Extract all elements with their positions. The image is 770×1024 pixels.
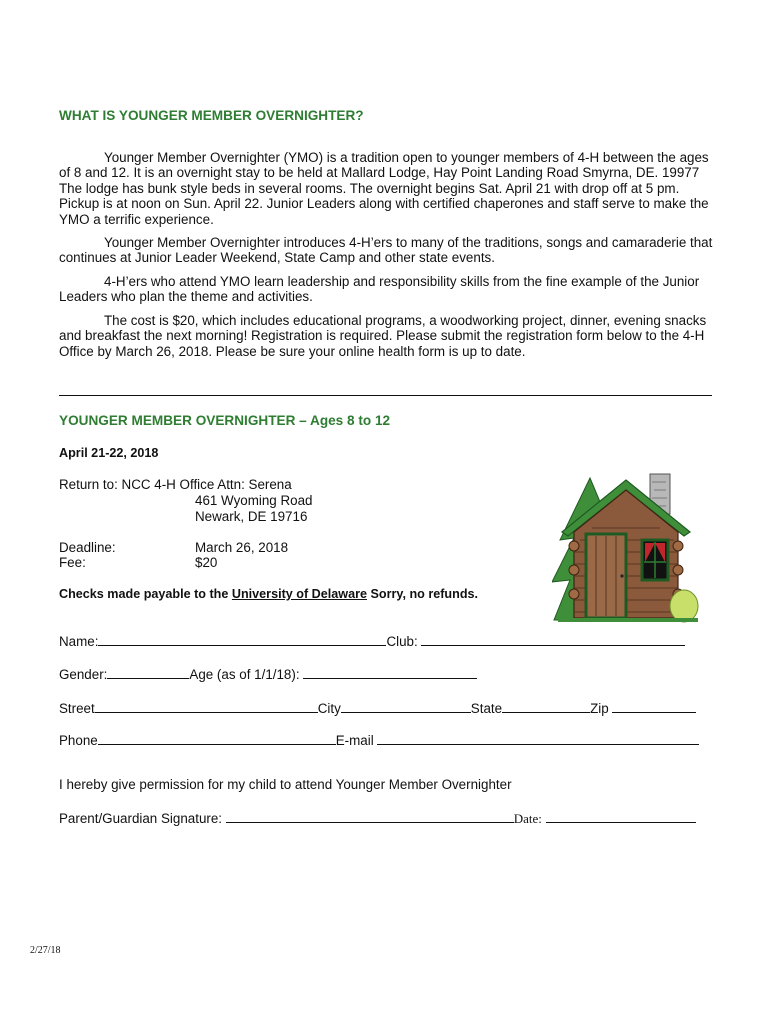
permission-statement: I hereby give permission for my child to attend Younger Member Overnighter <box>59 777 512 792</box>
intro-paragraph-3: 4-H’ers who attend YMO learn leadership and responsibility skills from the fine example of the Junior Leaders who plan the theme and activities. <box>59 274 700 305</box>
address-row <box>59 699 696 716</box>
deadline-value: March 26, 2018 <box>195 540 289 555</box>
state-field[interactable] <box>502 699 590 713</box>
intro-paragraph-4: The cost is $20, which includes educational programs, a woodworking project, dinner, evening snacks and breakfast the next morning! Registration is required. Please submit the registration form below to the 4-H Office by March 26, 2018. Please be sure your online health form is up to date. <box>59 313 707 359</box>
checks-prefix: Checks made payable to the <box>59 587 232 601</box>
phone-label: Phone <box>59 733 98 748</box>
log-cabin-illustration <box>552 470 700 626</box>
club-label: Club: <box>386 634 418 649</box>
name-field[interactable] <box>98 632 386 646</box>
city-label: City <box>317 701 341 716</box>
contact-row <box>59 731 699 748</box>
deadline-label: Deadline: <box>59 540 116 555</box>
event-dates: April 21-22, 2018 <box>59 446 159 460</box>
zip-field[interactable] <box>612 699 696 713</box>
age-label: Age (as of 1/1/18): <box>189 667 300 682</box>
date-field[interactable] <box>546 809 696 823</box>
intro-paragraph-1: Younger Member Overnighter (YMO) is a tradition open to younger members of 4-H between the ages of 8 and 12. It is an overnight stay to be held at Mallard Lodge, Hay Point Landing Road Smyrna, DE. 19977 The lodge has bunk style beds in several rooms. The overnight begins Sat. April 21 with drop off at 5 pm. Pickup is at noon on Sun. April 22. Junior Leaders along with certified chaperones and staff serve to make the YMO a terrific experience. <box>59 150 709 227</box>
street-field[interactable] <box>95 699 318 713</box>
street-label: Street <box>59 701 95 716</box>
name-club-row <box>59 632 685 649</box>
email-field[interactable] <box>377 731 699 745</box>
section-divider <box>59 395 712 396</box>
gender-field[interactable] <box>107 665 189 679</box>
age-field[interactable] <box>303 665 477 679</box>
form-heading: YOUNGER MEMBER OVERNIGHTER – Ages 8 to 12 <box>59 413 391 428</box>
club-field[interactable] <box>421 632 685 646</box>
email-label: E-mail <box>335 733 374 748</box>
fee-value: $20 <box>195 555 218 570</box>
gender-age-row <box>59 665 477 682</box>
address-line-2: Newark, DE 19716 <box>195 509 308 524</box>
state-label: State <box>470 701 503 716</box>
gender-label: Gender: <box>59 667 108 682</box>
phone-field[interactable] <box>98 731 336 745</box>
signature-row <box>59 809 696 827</box>
city-field[interactable] <box>341 699 471 713</box>
document-date: 2/27/18 <box>30 945 61 956</box>
checks-payee: University of Delaware <box>231 587 367 601</box>
signature-field[interactable] <box>226 809 514 823</box>
return-to-label: Return to: NCC 4-H Office Attn: Serena <box>59 477 292 492</box>
intro-paragraph-2: Younger Member Overnighter introduces 4-H’ers to many of the traditions, songs and camaraderie that continues at Junior Leader Weekend, State Camp and other state events. <box>59 235 713 266</box>
address-line-1: 461 Wyoming Road <box>195 493 313 508</box>
zip-label: Zip <box>590 701 609 716</box>
intro-heading: WHAT IS YOUNGER MEMBER OVERNIGHTER? <box>59 108 364 123</box>
checks-suffix: Sorry, no refunds. <box>366 587 479 601</box>
fee-label: Fee: <box>59 555 86 570</box>
checks-note <box>59 587 478 601</box>
date-label: Date: <box>513 811 542 826</box>
signature-label: Parent/Guardian Signature: <box>59 811 223 826</box>
name-label: Name: <box>59 634 99 649</box>
